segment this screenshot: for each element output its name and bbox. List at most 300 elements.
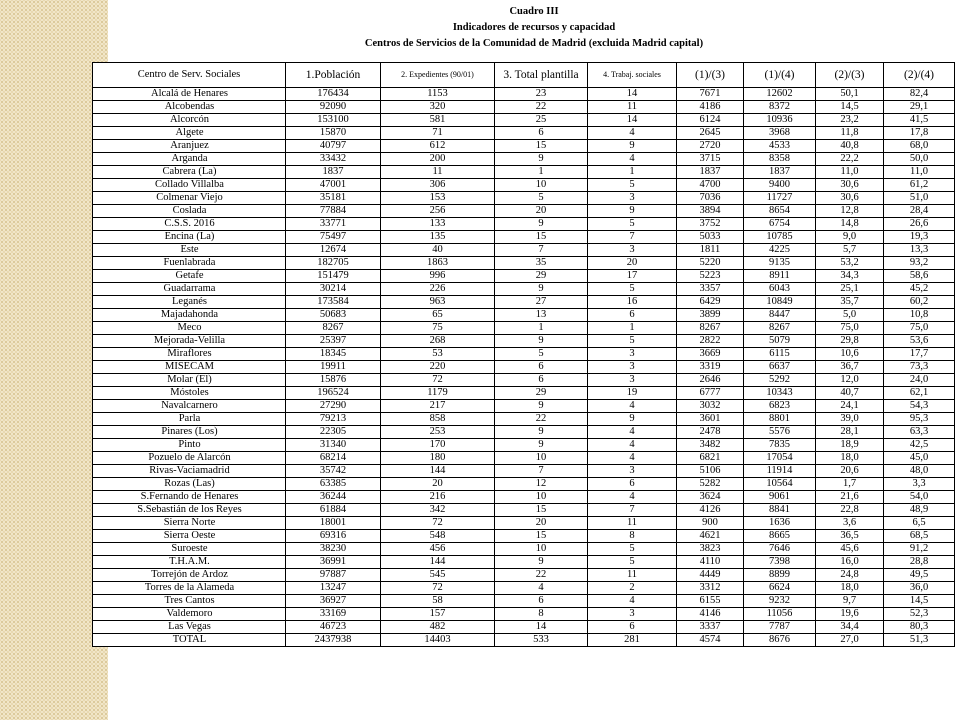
value-cell: 1863 bbox=[381, 257, 495, 270]
value-cell: 11 bbox=[588, 101, 677, 114]
value-cell: 14403 bbox=[381, 634, 495, 647]
value-cell: 4 bbox=[588, 127, 677, 140]
value-cell: 253 bbox=[381, 426, 495, 439]
value-cell: 62,1 bbox=[884, 387, 955, 400]
value-cell: 18,0 bbox=[816, 452, 884, 465]
value-cell: 4 bbox=[588, 595, 677, 608]
value-cell: 49,5 bbox=[884, 569, 955, 582]
value-cell: 45,6 bbox=[816, 543, 884, 556]
value-cell: 35,7 bbox=[816, 296, 884, 309]
value-cell: 3357 bbox=[677, 283, 744, 296]
value-cell: 7 bbox=[588, 231, 677, 244]
value-cell: 3894 bbox=[677, 205, 744, 218]
value-cell: 10 bbox=[495, 491, 588, 504]
center-name-cell: Parla bbox=[93, 413, 286, 426]
value-cell: 14,5 bbox=[884, 595, 955, 608]
value-cell: 20 bbox=[495, 517, 588, 530]
value-cell: 46723 bbox=[286, 621, 381, 634]
value-cell: 5 bbox=[588, 179, 677, 192]
value-cell: 3319 bbox=[677, 361, 744, 374]
table-header-row bbox=[93, 63, 955, 88]
center-name-cell: Sierra Oeste bbox=[93, 530, 286, 543]
table-subtitle: Indicadores de recursos y capacidad bbox=[452, 22, 616, 33]
value-cell: 11727 bbox=[744, 192, 816, 205]
value-cell: 19 bbox=[588, 387, 677, 400]
table-row bbox=[93, 296, 955, 309]
value-cell: 22305 bbox=[286, 426, 381, 439]
table-row bbox=[93, 205, 955, 218]
value-cell: 7835 bbox=[744, 439, 816, 452]
table-row bbox=[93, 556, 955, 569]
value-cell: 91,2 bbox=[884, 543, 955, 556]
table-row bbox=[93, 101, 955, 114]
value-cell: 6115 bbox=[744, 348, 816, 361]
value-cell: 13 bbox=[495, 309, 588, 322]
value-cell: 173584 bbox=[286, 296, 381, 309]
table-row bbox=[93, 452, 955, 465]
value-cell: 22 bbox=[495, 101, 588, 114]
value-cell: 151479 bbox=[286, 270, 381, 283]
value-cell: 65 bbox=[381, 309, 495, 322]
value-cell: 612 bbox=[381, 140, 495, 153]
center-name-cell: TOTAL bbox=[93, 634, 286, 647]
value-cell: 50683 bbox=[286, 309, 381, 322]
value-cell: 4 bbox=[588, 426, 677, 439]
value-cell: 30,6 bbox=[816, 192, 884, 205]
value-cell: 8899 bbox=[744, 569, 816, 582]
value-cell: 4 bbox=[588, 400, 677, 413]
value-cell: 7 bbox=[495, 244, 588, 257]
value-cell: 5 bbox=[588, 283, 677, 296]
value-cell: 24,1 bbox=[816, 400, 884, 413]
value-cell: 133 bbox=[381, 218, 495, 231]
table-row bbox=[93, 595, 955, 608]
center-name-cell: Alcorcón bbox=[93, 114, 286, 127]
value-cell: 28,1 bbox=[816, 426, 884, 439]
value-cell: 6,5 bbox=[884, 517, 955, 530]
value-cell: 3968 bbox=[744, 127, 816, 140]
value-cell: 30,6 bbox=[816, 179, 884, 192]
value-cell: 10 bbox=[495, 452, 588, 465]
value-cell: 22 bbox=[495, 569, 588, 582]
value-cell: 9 bbox=[588, 413, 677, 426]
value-cell: 63,3 bbox=[884, 426, 955, 439]
value-cell: 9061 bbox=[744, 491, 816, 504]
value-cell: 58,6 bbox=[884, 270, 955, 283]
value-cell: 3312 bbox=[677, 582, 744, 595]
value-cell: 39,0 bbox=[816, 413, 884, 426]
value-cell: 1 bbox=[495, 166, 588, 179]
value-cell: 153 bbox=[381, 192, 495, 205]
value-cell: 4 bbox=[588, 491, 677, 504]
table-row bbox=[93, 504, 955, 517]
value-cell: 456 bbox=[381, 543, 495, 556]
value-cell: 8841 bbox=[744, 504, 816, 517]
value-cell: 11056 bbox=[744, 608, 816, 621]
value-cell: 51,3 bbox=[884, 634, 955, 647]
value-cell: 23 bbox=[495, 88, 588, 101]
value-cell: 6 bbox=[495, 361, 588, 374]
table-row bbox=[93, 478, 955, 491]
value-cell: 10343 bbox=[744, 387, 816, 400]
value-cell: 11,0 bbox=[884, 166, 955, 179]
value-cell: 24,8 bbox=[816, 569, 884, 582]
value-cell: 12674 bbox=[286, 244, 381, 257]
value-cell: 6429 bbox=[677, 296, 744, 309]
value-cell: 3 bbox=[588, 192, 677, 205]
value-cell: 9 bbox=[495, 426, 588, 439]
value-cell: 71 bbox=[381, 127, 495, 140]
value-cell: 27,0 bbox=[816, 634, 884, 647]
column-header: (1)/(4) bbox=[744, 63, 816, 88]
value-cell: 95,3 bbox=[884, 413, 955, 426]
value-cell: 2822 bbox=[677, 335, 744, 348]
value-cell: 50,1 bbox=[816, 88, 884, 101]
value-cell: 18,0 bbox=[816, 582, 884, 595]
value-cell: 858 bbox=[381, 413, 495, 426]
value-cell: 216 bbox=[381, 491, 495, 504]
value-cell: 5079 bbox=[744, 335, 816, 348]
center-name-cell: Torrejón de Ardoz bbox=[93, 569, 286, 582]
value-cell: 10564 bbox=[744, 478, 816, 491]
table-row bbox=[93, 543, 955, 556]
value-cell: 7 bbox=[588, 504, 677, 517]
value-cell: 10849 bbox=[744, 296, 816, 309]
value-cell: 8358 bbox=[744, 153, 816, 166]
value-cell: 8665 bbox=[744, 530, 816, 543]
center-name-cell: C.S.S. 2016 bbox=[93, 218, 286, 231]
value-cell: 6 bbox=[588, 478, 677, 491]
value-cell: 1837 bbox=[677, 166, 744, 179]
value-cell: 68,0 bbox=[884, 140, 955, 153]
value-cell: 4449 bbox=[677, 569, 744, 582]
value-cell: 6823 bbox=[744, 400, 816, 413]
table-row bbox=[93, 257, 955, 270]
center-name-cell: Algete bbox=[93, 127, 286, 140]
value-cell: 2 bbox=[588, 582, 677, 595]
value-cell: 9,7 bbox=[816, 595, 884, 608]
value-cell: 10,6 bbox=[816, 348, 884, 361]
center-name-cell: Fuenlabrada bbox=[93, 257, 286, 270]
table-row bbox=[93, 218, 955, 231]
table-row bbox=[93, 166, 955, 179]
value-cell: 13247 bbox=[286, 582, 381, 595]
value-cell: 25 bbox=[495, 114, 588, 127]
value-cell: 36,7 bbox=[816, 361, 884, 374]
value-cell: 14,5 bbox=[816, 101, 884, 114]
value-cell: 2646 bbox=[677, 374, 744, 387]
value-cell: 268 bbox=[381, 335, 495, 348]
value-cell: 22,8 bbox=[816, 504, 884, 517]
value-cell: 5 bbox=[588, 218, 677, 231]
value-cell: 18001 bbox=[286, 517, 381, 530]
value-cell: 20 bbox=[495, 205, 588, 218]
table-row bbox=[93, 621, 955, 634]
value-cell: 3 bbox=[588, 608, 677, 621]
value-cell: 6 bbox=[495, 127, 588, 140]
value-cell: 25397 bbox=[286, 335, 381, 348]
value-cell: 15 bbox=[495, 504, 588, 517]
table-row bbox=[93, 140, 955, 153]
table-row bbox=[93, 413, 955, 426]
value-cell: 15876 bbox=[286, 374, 381, 387]
table-row bbox=[93, 88, 955, 101]
value-cell: 75497 bbox=[286, 231, 381, 244]
value-cell: 4146 bbox=[677, 608, 744, 621]
value-cell: 36,5 bbox=[816, 530, 884, 543]
value-cell: 4700 bbox=[677, 179, 744, 192]
value-cell: 1811 bbox=[677, 244, 744, 257]
center-name-cell: Arganda bbox=[93, 153, 286, 166]
value-cell: 72 bbox=[381, 374, 495, 387]
value-cell: 3715 bbox=[677, 153, 744, 166]
table-row bbox=[93, 374, 955, 387]
table-body bbox=[93, 88, 955, 647]
value-cell: 10 bbox=[495, 543, 588, 556]
value-cell: 35 bbox=[495, 257, 588, 270]
center-name-cell: Pinto bbox=[93, 439, 286, 452]
value-cell: 5220 bbox=[677, 257, 744, 270]
center-name-cell: Rozas (Las) bbox=[93, 478, 286, 491]
value-cell: 29,1 bbox=[884, 101, 955, 114]
value-cell: 9 bbox=[495, 283, 588, 296]
value-cell: 6124 bbox=[677, 114, 744, 127]
value-cell: 14 bbox=[588, 88, 677, 101]
value-cell: 15 bbox=[495, 231, 588, 244]
center-name-cell: Coslada bbox=[93, 205, 286, 218]
value-cell: 581 bbox=[381, 114, 495, 127]
value-cell: 9 bbox=[495, 335, 588, 348]
value-cell: 36244 bbox=[286, 491, 381, 504]
table-row bbox=[93, 426, 955, 439]
value-cell: 82,4 bbox=[884, 88, 955, 101]
value-cell: 281 bbox=[588, 634, 677, 647]
value-cell: 38230 bbox=[286, 543, 381, 556]
table-row bbox=[93, 361, 955, 374]
center-name-cell: Molar (El) bbox=[93, 374, 286, 387]
value-cell: 8267 bbox=[677, 322, 744, 335]
table-row bbox=[93, 309, 955, 322]
value-cell: 61884 bbox=[286, 504, 381, 517]
value-cell: 256 bbox=[381, 205, 495, 218]
value-cell: 153100 bbox=[286, 114, 381, 127]
center-name-cell: Mejorada-Velilla bbox=[93, 335, 286, 348]
table-row bbox=[93, 114, 955, 127]
value-cell: 41,5 bbox=[884, 114, 955, 127]
table-row bbox=[93, 491, 955, 504]
value-cell: 24,0 bbox=[884, 374, 955, 387]
table-row bbox=[93, 387, 955, 400]
value-cell: 6043 bbox=[744, 283, 816, 296]
value-cell: 200 bbox=[381, 153, 495, 166]
value-cell: 8267 bbox=[286, 322, 381, 335]
value-cell: 29,8 bbox=[816, 335, 884, 348]
value-cell: 34,4 bbox=[816, 621, 884, 634]
value-cell: 93,2 bbox=[884, 257, 955, 270]
value-cell: 5292 bbox=[744, 374, 816, 387]
value-cell: 5033 bbox=[677, 231, 744, 244]
value-cell: 72 bbox=[381, 517, 495, 530]
value-cell: 51,0 bbox=[884, 192, 955, 205]
value-cell: 3752 bbox=[677, 218, 744, 231]
value-cell: 20 bbox=[588, 257, 677, 270]
value-cell: 4 bbox=[495, 582, 588, 595]
value-cell: 5 bbox=[588, 335, 677, 348]
value-cell: 4 bbox=[588, 153, 677, 166]
value-cell: 226 bbox=[381, 283, 495, 296]
value-cell: 9 bbox=[495, 218, 588, 231]
value-cell: 17,8 bbox=[884, 127, 955, 140]
value-cell: 8801 bbox=[744, 413, 816, 426]
value-cell: 75,0 bbox=[884, 322, 955, 335]
value-cell: 220 bbox=[381, 361, 495, 374]
value-cell: 17054 bbox=[744, 452, 816, 465]
value-cell: 1837 bbox=[286, 166, 381, 179]
value-cell: 40797 bbox=[286, 140, 381, 153]
value-cell: 27290 bbox=[286, 400, 381, 413]
table-row bbox=[93, 179, 955, 192]
center-name-cell: Leganés bbox=[93, 296, 286, 309]
column-header: (1)/(3) bbox=[677, 63, 744, 88]
value-cell: 6 bbox=[495, 595, 588, 608]
value-cell: 3 bbox=[588, 361, 677, 374]
value-cell: 12 bbox=[495, 478, 588, 491]
value-cell: 1153 bbox=[381, 88, 495, 101]
table-row bbox=[93, 608, 955, 621]
value-cell: 19,6 bbox=[816, 608, 884, 621]
value-cell: 19911 bbox=[286, 361, 381, 374]
value-cell: 3482 bbox=[677, 439, 744, 452]
value-cell: 963 bbox=[381, 296, 495, 309]
value-cell: 19,3 bbox=[884, 231, 955, 244]
value-cell: 33169 bbox=[286, 608, 381, 621]
column-header: 3. Total plantilla bbox=[495, 63, 588, 88]
value-cell: 30214 bbox=[286, 283, 381, 296]
column-header: (2)/(4) bbox=[884, 63, 955, 88]
value-cell: 3032 bbox=[677, 400, 744, 413]
center-name-cell: Aranjuez bbox=[93, 140, 286, 153]
center-name-cell: S.Sebastián de los Reyes bbox=[93, 504, 286, 517]
table-row bbox=[93, 348, 955, 361]
center-name-cell: Sierra Norte bbox=[93, 517, 286, 530]
value-cell: 3 bbox=[588, 348, 677, 361]
value-cell: 8267 bbox=[744, 322, 816, 335]
value-cell: 6777 bbox=[677, 387, 744, 400]
table-row bbox=[93, 582, 955, 595]
value-cell: 5576 bbox=[744, 426, 816, 439]
indicators-table bbox=[92, 62, 955, 647]
value-cell: 18,9 bbox=[816, 439, 884, 452]
value-cell: 9135 bbox=[744, 257, 816, 270]
center-name-cell: Suroeste bbox=[93, 543, 286, 556]
table-row bbox=[93, 569, 955, 582]
center-name-cell: Cabrera (La) bbox=[93, 166, 286, 179]
value-cell: 5,0 bbox=[816, 309, 884, 322]
center-name-cell: Navalcarnero bbox=[93, 400, 286, 413]
value-cell: 35742 bbox=[286, 465, 381, 478]
value-cell: 545 bbox=[381, 569, 495, 582]
center-name-cell: Collado Villalba bbox=[93, 179, 286, 192]
center-name-cell: Meco bbox=[93, 322, 286, 335]
value-cell: 9,0 bbox=[816, 231, 884, 244]
value-cell: 5 bbox=[495, 192, 588, 205]
value-cell: 29 bbox=[495, 387, 588, 400]
table-row bbox=[93, 270, 955, 283]
value-cell: 9232 bbox=[744, 595, 816, 608]
value-cell: 6 bbox=[588, 621, 677, 634]
value-cell: 34,3 bbox=[816, 270, 884, 283]
value-cell: 47001 bbox=[286, 179, 381, 192]
value-cell: 3601 bbox=[677, 413, 744, 426]
value-cell: 10936 bbox=[744, 114, 816, 127]
value-cell: 900 bbox=[677, 517, 744, 530]
value-cell: 14 bbox=[588, 114, 677, 127]
value-cell: 11,0 bbox=[816, 166, 884, 179]
value-cell: 11 bbox=[588, 517, 677, 530]
value-cell: 45,0 bbox=[884, 452, 955, 465]
table-row bbox=[93, 530, 955, 543]
value-cell: 28,8 bbox=[884, 556, 955, 569]
column-header: 1.Población bbox=[286, 63, 381, 88]
value-cell: 20,6 bbox=[816, 465, 884, 478]
value-cell: 10785 bbox=[744, 231, 816, 244]
value-cell: 3624 bbox=[677, 491, 744, 504]
value-cell: 7646 bbox=[744, 543, 816, 556]
value-cell: 5282 bbox=[677, 478, 744, 491]
center-name-cell: Alcobendas bbox=[93, 101, 286, 114]
value-cell: 3337 bbox=[677, 621, 744, 634]
value-cell: 79213 bbox=[286, 413, 381, 426]
value-cell: 5 bbox=[588, 543, 677, 556]
value-cell: 36927 bbox=[286, 595, 381, 608]
value-cell: 1 bbox=[588, 166, 677, 179]
value-cell: 8 bbox=[495, 608, 588, 621]
value-cell: 3,6 bbox=[816, 517, 884, 530]
value-cell: 69316 bbox=[286, 530, 381, 543]
center-name-cell: T.H.A.M. bbox=[93, 556, 286, 569]
value-cell: 4110 bbox=[677, 556, 744, 569]
value-cell: 15870 bbox=[286, 127, 381, 140]
column-header: Centro de Serv. Sociales bbox=[93, 63, 286, 88]
value-cell: 5,7 bbox=[816, 244, 884, 257]
value-cell: 196524 bbox=[286, 387, 381, 400]
value-cell: 68214 bbox=[286, 452, 381, 465]
value-cell: 11914 bbox=[744, 465, 816, 478]
value-cell: 1,7 bbox=[816, 478, 884, 491]
table-heading bbox=[108, 4, 960, 52]
value-cell: 4186 bbox=[677, 101, 744, 114]
center-name-cell: Móstoles bbox=[93, 387, 286, 400]
value-cell: 15 bbox=[495, 140, 588, 153]
value-cell: 6 bbox=[588, 309, 677, 322]
value-cell: 22 bbox=[495, 413, 588, 426]
total-row bbox=[93, 634, 955, 647]
value-cell: 26,6 bbox=[884, 218, 955, 231]
value-cell: 63385 bbox=[286, 478, 381, 491]
value-cell: 9 bbox=[495, 400, 588, 413]
table-row bbox=[93, 322, 955, 335]
value-cell: 5106 bbox=[677, 465, 744, 478]
center-name-cell: Este bbox=[93, 244, 286, 257]
center-name-cell: Majadahonda bbox=[93, 309, 286, 322]
table-row bbox=[93, 127, 955, 140]
value-cell: 13,3 bbox=[884, 244, 955, 257]
value-cell: 68,5 bbox=[884, 530, 955, 543]
table-row bbox=[93, 465, 955, 478]
value-cell: 92090 bbox=[286, 101, 381, 114]
value-cell: 9 bbox=[495, 439, 588, 452]
table-caption: Centros de Servicios de la Comunidad de Madrid (excluida Madrid capital) bbox=[364, 38, 704, 49]
